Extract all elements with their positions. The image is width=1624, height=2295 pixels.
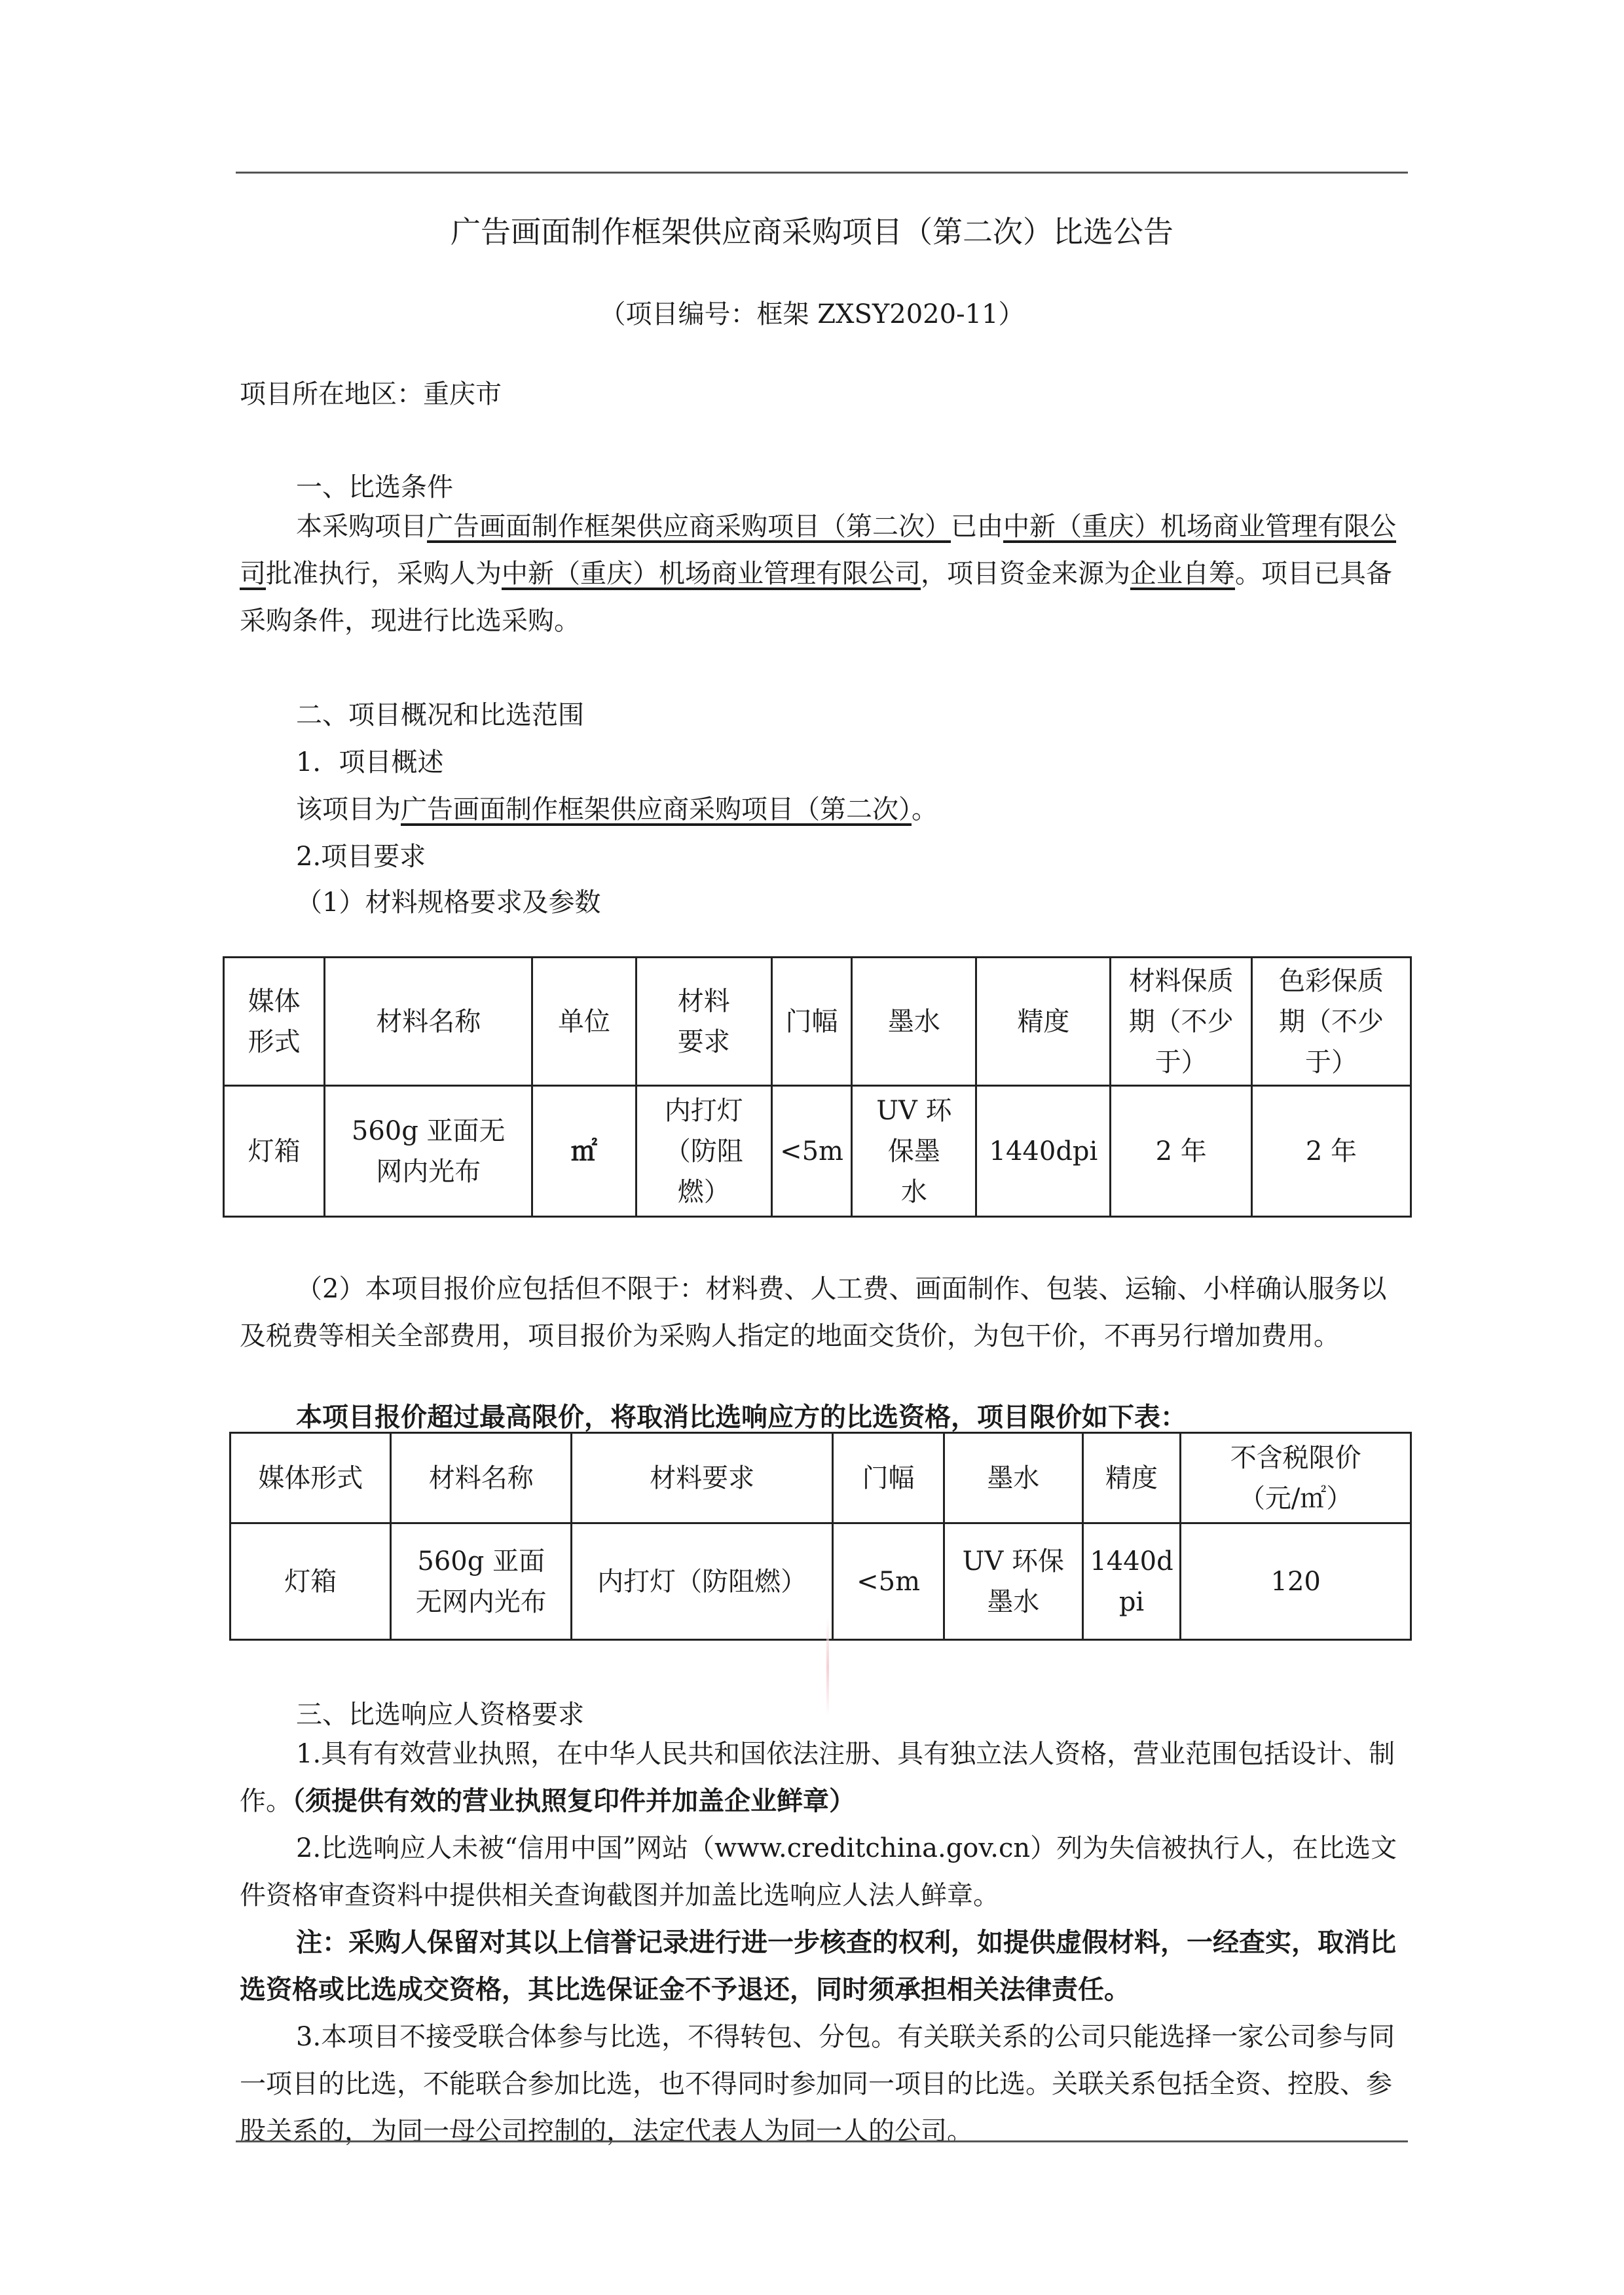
pricing-scope-paragraph: （2）本项目报价应包括但不限于：材料费、人工费、画面制作、包装、运输、小样确认服务以及税费等相关全部费用，项目报价为采购人指定的地面交货价，为包干价，不再另行增加费用。 [240,1274,1387,1351]
table-header-row [224,958,1411,1086]
scan-mark [826,1618,829,1716]
requirements-heading: 2.项目要求 [296,842,426,872]
header-cell: 单位 [532,958,636,1086]
header-cell: 材料要求 [636,958,771,1086]
material-spec-heading: （1）材料规格要求及参数 [296,887,601,918]
header-cell: 材料保质期（不少于） [1111,958,1252,1086]
project-region: 项目所在地区：重庆市 [240,379,502,409]
table-cell: 2 年 [1251,1086,1411,1217]
text-run: 本采购项目 [296,512,427,542]
text-run: ，项目资金来源为 [921,559,1130,589]
document-title: 广告画面制作框架供应商采购项目（第二次）比选公告 [451,214,1173,250]
text-run: 1.具有有效营业执照，在中华人民共和国依法注册、具有独立法人资格，营业范围包括设计、制作。 [240,1739,1395,1816]
verification-note: 注：采购人保留对其以上信誉记录进行进一步核查的权利，如提供虚假材料，一经查实，取消比选资格或比选成交资格，其比选保证金不予退还，同时须承担相关法律责任。 [240,1927,1396,2005]
project-number: （项目编号：框架 ZXSY2020-11） [599,299,1025,329]
table-cell: 灯箱 [224,1086,325,1217]
text-run: 该项目为 [296,794,401,825]
header-cell: 材料要求 [572,1433,833,1523]
bottom-rule [236,2140,1408,2142]
table-cell: 560g 亚面无网内光布 [325,1086,532,1217]
header-cell: 媒体形式 [231,1433,391,1523]
underlined-purchaser: 中新（重庆）机场商业管理有限公司 [502,559,921,589]
underlined-project-name: 广告画面制作框架供应商采购项目（第二次） [427,512,951,542]
underlined-fund-source: 企业自筹 [1130,559,1235,589]
table-cell: <5m [771,1086,852,1217]
header-cell: 不含税限价（元/㎡） [1181,1433,1411,1523]
header-cell: 门幅 [771,958,852,1086]
table-cell: 1440dpi [1082,1523,1181,1640]
table-cell: 2 年 [1111,1086,1252,1217]
header-cell: 精度 [976,958,1111,1086]
qualification-item-2: 2.比选响应人未被“信用中国”网站（www.creditchina.gov.cn）列为失信被执行人，在比选文件资格审查资料中提供相关查询截图并加盖比选响应人法人鲜章。 [240,1833,1397,1911]
header-cell: 材料名称 [391,1433,572,1523]
license-requirement: （须提供有效的营业执照复印件并加盖企业鲜章） [292,1785,855,1816]
header-cell: 精度 [1082,1433,1181,1523]
qualification-item-3: 3.本项目不接受联合体参与比选，不得转包、分包。有关联关系的公司只能选择一家公司参与同一项目的比选，不能联合参加比选，也不得同时参加同一项目的比选。关联关系包括全资、控股、参股关系的，为同一母公司控制的，法定代表人为同一人的公司。 [240,2022,1395,2146]
text-run: 已由 [951,512,1003,542]
underlined-approver: 中新（重庆）机场商业管理有限公司 [240,512,1396,589]
table-cell: 内打灯（防阻燃） [636,1086,771,1217]
header-cell: 墨水 [852,958,976,1086]
header-cell: 墨水 [944,1433,1082,1523]
header-cell: 材料名称 [325,958,532,1086]
overview-heading: 1．项目概述 [296,747,444,777]
section-1-heading: 一、比选条件 [296,472,453,502]
table-cell: 1440dpi [976,1086,1111,1217]
table-cell: UV 环保墨水 [852,1086,976,1217]
table-row [224,1086,1411,1217]
header-cell: 门幅 [833,1433,944,1523]
price-limit-table [229,1432,1412,1641]
table-cell: 120 [1181,1523,1411,1640]
table-cell: 560g 亚面无网内光布 [391,1523,572,1640]
table-row [231,1523,1411,1640]
overview-text [296,789,938,826]
material-spec-table [223,956,1412,1218]
text-run: 。项目已具备采购条件，现进行比选采购。 [240,559,1392,636]
price-limit-note: 本项目报价超过最高限价，将取消比选响应方的比选资格，项目限价如下表： [296,1402,1187,1432]
section-3-heading: 三、比选响应人资格要求 [296,1700,584,1730]
table-cell: ㎡ [532,1086,636,1217]
text-run: 。 [912,794,938,825]
text-run: 批准执行，采购人为 [266,559,502,589]
table-cell: 灯箱 [231,1523,391,1640]
top-rule [236,172,1408,174]
qualification-item-1 [240,1730,1405,1825]
table-cell: <5m [833,1523,944,1640]
header-cell: 媒体形式 [224,958,325,1086]
table-cell: 内打灯（防阻燃） [572,1523,833,1640]
header-cell: 色彩保质期（不少于） [1251,958,1411,1086]
underlined-project-name: 广告画面制作框架供应商采购项目（第二次） [401,794,912,825]
section-1-paragraph [240,503,1405,644]
table-header-row [231,1433,1411,1523]
table-cell: UV 环保墨水 [944,1523,1082,1640]
section-2-heading: 二、项目概况和比选范围 [296,700,584,730]
